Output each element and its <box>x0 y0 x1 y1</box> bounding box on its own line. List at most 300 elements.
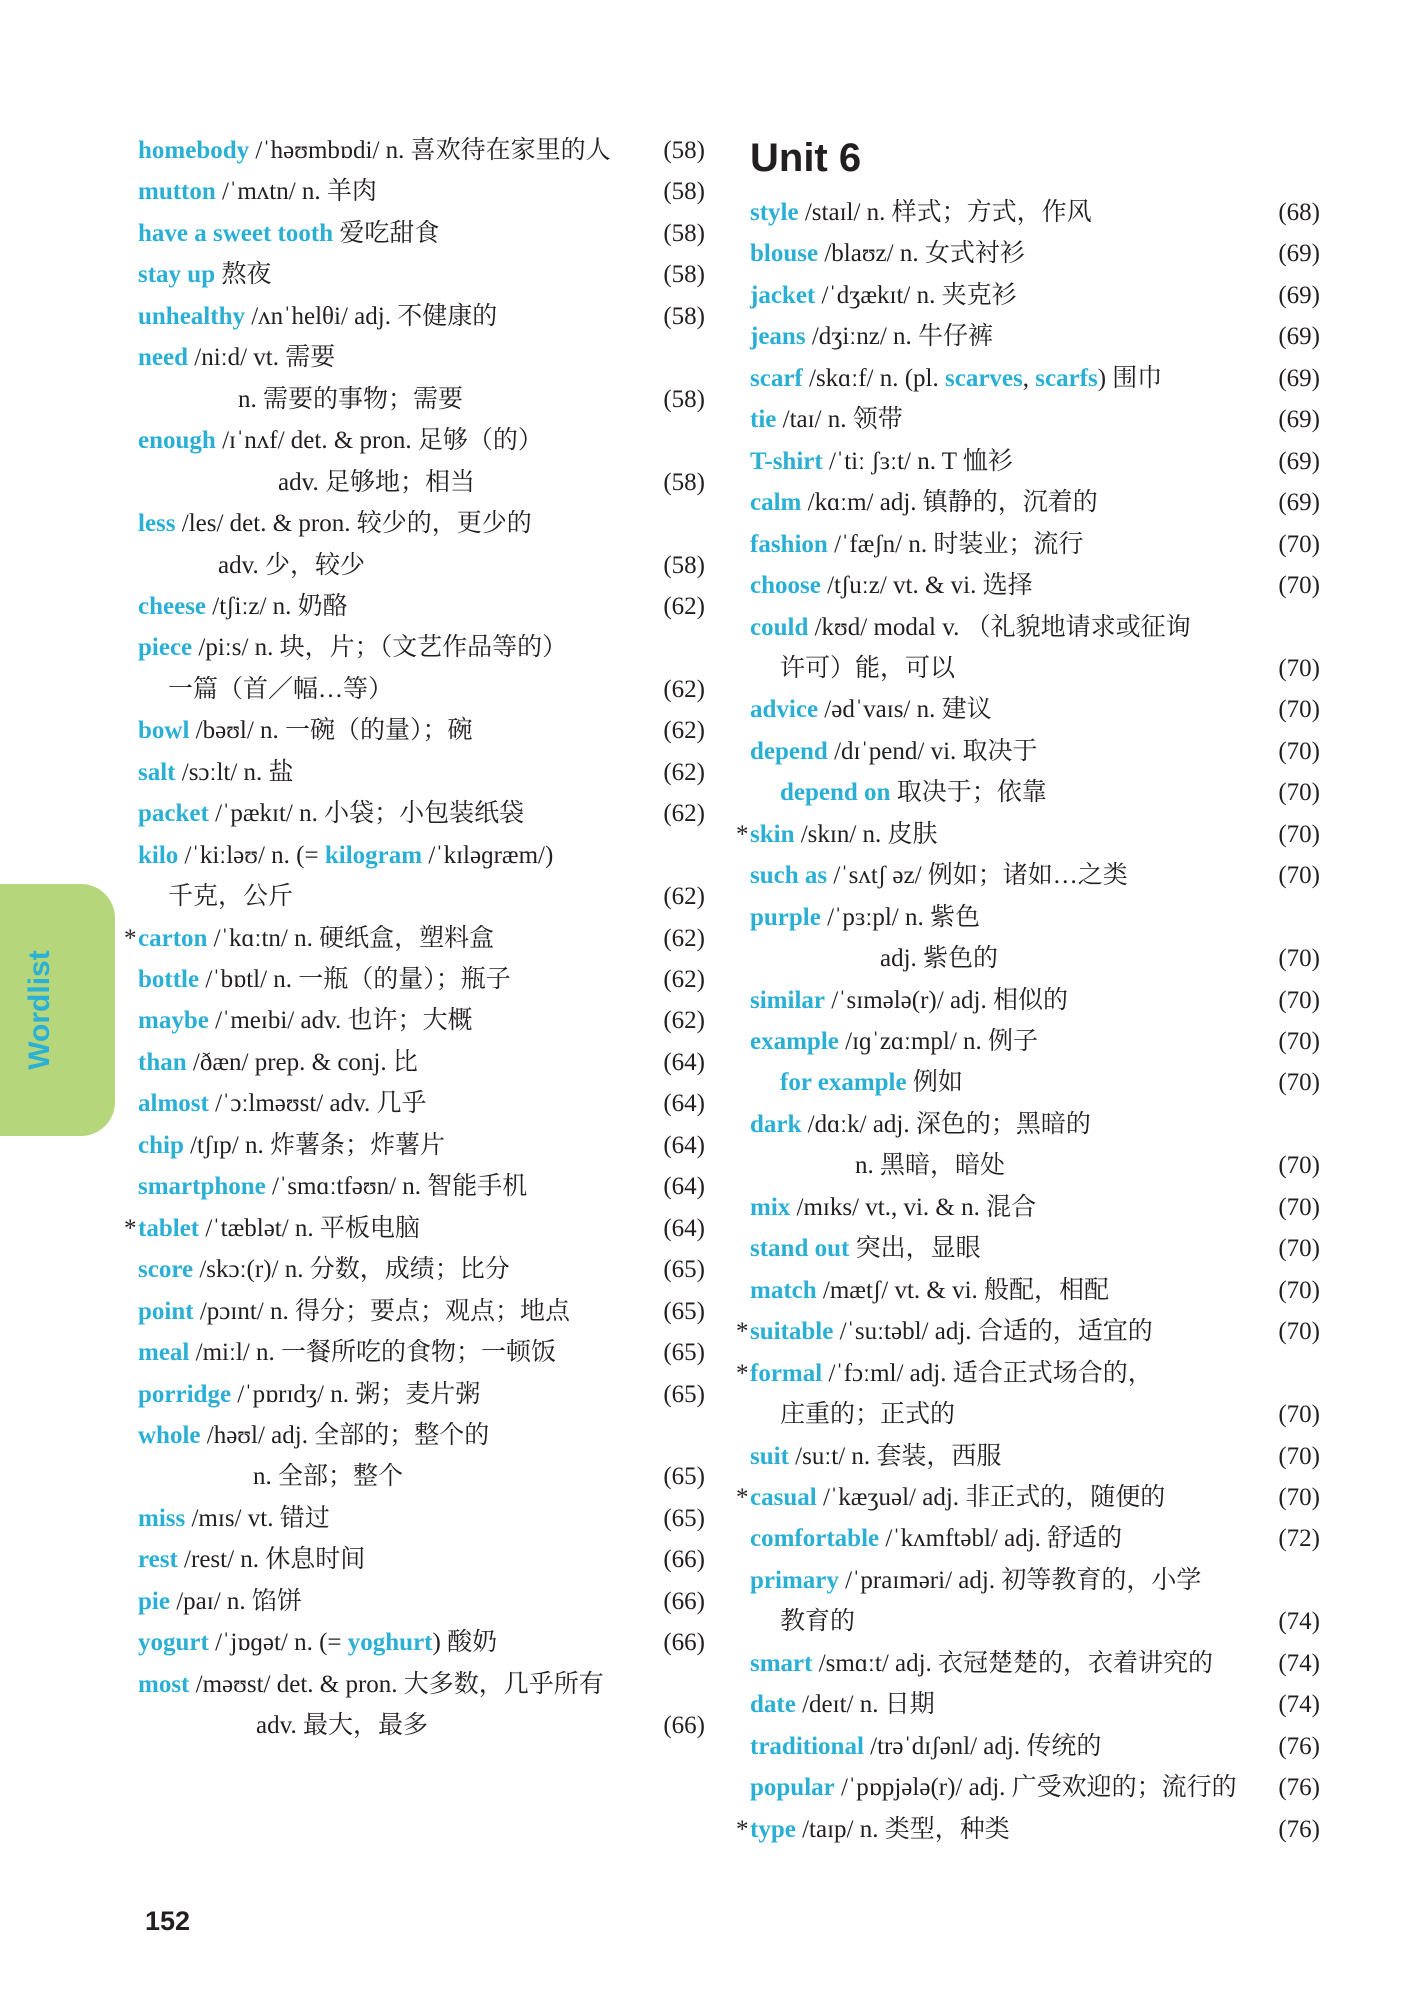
wordlist-entry <box>750 1436 1320 1477</box>
entry-page-ref: (70) <box>1278 986 1320 1014</box>
entry-headword: for example <box>780 1069 907 1097</box>
wordlist-entry <box>736 1809 1320 1850</box>
entry-headword: bowl <box>138 717 190 745</box>
wordlist-entry <box>124 918 705 959</box>
entry-page-ref: (70) <box>1278 737 1320 765</box>
wordlist-entry <box>138 1705 705 1746</box>
entry-page-ref: (74) <box>1278 1608 1320 1636</box>
entry-page-ref: (62) <box>663 758 705 786</box>
entry-definition: /ədˈvaɪs/ n. 建议 <box>818 696 992 724</box>
entry-page-ref: (58) <box>663 261 705 289</box>
entry-definition: 千克，公斤 <box>168 883 294 911</box>
wordlist-entry <box>750 1187 1320 1228</box>
entry-page-ref: (72) <box>1278 1525 1320 1553</box>
entry-page-ref: (70) <box>1278 1442 1320 1470</box>
wordlist-entry <box>750 192 1320 233</box>
entry-page-ref: (69) <box>1278 406 1320 434</box>
entry-headword: suit <box>750 1442 789 1470</box>
entry-page-ref: (62) <box>663 675 705 703</box>
entry-headword: chip <box>138 1131 184 1159</box>
entry-page-ref: (58) <box>663 137 705 164</box>
entry-headword: packet <box>138 800 209 828</box>
wordlist-entry <box>138 171 705 212</box>
entry-page-ref: (69) <box>1278 489 1320 517</box>
wordlist-entry <box>750 731 1320 772</box>
entry-definition: /dɑːk/ adj. 深色的；黑暗的 <box>801 1110 1091 1138</box>
entry-definition: /mɪks/ vt., vi. & n. 混合 <box>790 1193 1037 1221</box>
entry-definition: ) 酸奶 <box>432 1629 498 1657</box>
entry-definition: /pɔɪnt/ n. 得分；要点；观点；地点 <box>193 1297 570 1325</box>
entry-headword: T-shirt <box>750 447 823 475</box>
entry-page-ref: (62) <box>663 883 705 911</box>
entry-headword: most <box>138 1670 190 1698</box>
wordlist-entry <box>138 1456 705 1497</box>
wordlist-entry <box>138 1664 705 1705</box>
wordlist-entry <box>138 420 705 461</box>
entry-definition: /ˈfɔːml/ adj. 适合正式场合的， <box>822 1359 1153 1387</box>
entry-definition: /les/ det. & pron. 较少的，更少的 <box>175 510 532 538</box>
entry-page-ref: (70) <box>1278 779 1320 807</box>
entry-definition: /suːt/ n. 套装，西服 <box>788 1442 1002 1470</box>
wordlist-entry <box>138 1415 705 1456</box>
entry-page-ref: (74) <box>1278 1691 1320 1719</box>
entry-definition: /həʊl/ adj. 全部的；整个的 <box>200 1421 490 1449</box>
entry-page-ref: (70) <box>1278 1235 1320 1263</box>
entry-headword: have a sweet tooth <box>138 219 334 247</box>
wordlist-entry <box>138 379 705 420</box>
entry-definition: /staɪl/ n. 样式；方式，作风 <box>798 199 1092 226</box>
entry-definition: /ˈɔːlməʊst/ adv. 几乎 <box>208 1090 427 1118</box>
entry-headword: unhealthy <box>138 302 245 330</box>
entry-definition: /tʃuːz/ vt. & vi. 选择 <box>820 572 1033 600</box>
entry-definition: /ˈtiː ʃɜːt/ n. T 恤衫 <box>822 447 1013 475</box>
entry-page-ref: (69) <box>1278 240 1320 268</box>
wordlist-entry <box>138 752 705 793</box>
wordlist-entry <box>138 462 705 503</box>
entry-page-ref: (69) <box>1278 364 1320 392</box>
wordlist-entry <box>750 1767 1320 1808</box>
wordlist-entry <box>750 1601 1320 1642</box>
wordlist-entry <box>750 1062 1320 1103</box>
entry-headword: stay up <box>138 261 216 289</box>
entry-page-ref: (62) <box>663 592 705 620</box>
entry-page-ref: (58) <box>663 302 705 330</box>
unit-heading: Unit 6 <box>750 136 862 180</box>
side-section-tab <box>0 884 115 1136</box>
entry-definition: adv. 少，较少 <box>218 551 365 579</box>
wordlist-entry <box>138 1332 705 1373</box>
entry-definition: /ˈsuːtəbl/ adj. 合适的，适宜的 <box>833 1318 1153 1346</box>
entry-headword: tablet <box>138 1214 200 1242</box>
entry-headword: smart <box>750 1649 813 1677</box>
entry-headword: mix <box>750 1193 791 1221</box>
entry-star-mark: * <box>736 1483 749 1511</box>
entry-definition: /taɪ/ n. 领带 <box>776 406 903 434</box>
entry-definition: /ˈsmɑːtfəʊn/ n. 智能手机 <box>265 1173 528 1201</box>
wordlist-entry <box>750 441 1320 482</box>
entry-headword: scarf <box>750 364 803 392</box>
wordlist-entry <box>750 1270 1320 1311</box>
entry-definition: 爱吃甜食 <box>333 219 440 247</box>
entry-definition: /deɪt/ n. 日期 <box>795 1691 935 1719</box>
wordlist-entry <box>750 316 1320 357</box>
entry-headword: suitable <box>750 1318 834 1346</box>
entry-headword: piece <box>138 634 193 662</box>
wordlist-entry <box>138 254 705 295</box>
entry-headword-variant: yoghurt <box>347 1629 433 1657</box>
entry-page-ref: (76) <box>1278 1732 1320 1760</box>
entry-definition: /ɪˈnʌf/ det. & pron. 足够（的） <box>215 427 543 455</box>
entry-definition: /ˈhəʊmbɒdi/ n. 喜欢待在家里的人 <box>249 137 611 164</box>
entry-headword: enough <box>138 427 216 455</box>
wordlist-entry <box>138 1622 705 1663</box>
entry-headword: bottle <box>138 966 200 993</box>
entry-definition: n. 全部；整个 <box>253 1463 404 1491</box>
entry-definition: n. 需要的事物；需要 <box>238 385 464 413</box>
entry-definition: /dɪˈpend/ vi. 取决于 <box>827 737 1038 765</box>
entry-page-ref: (64) <box>663 1048 705 1076</box>
wordlist-entry <box>750 275 1320 316</box>
entry-definition: /ˈkɑːtn/ n. 硬纸盒，塑料盒 <box>207 924 495 952</box>
entry-definition: /tʃɪp/ n. 炸薯条；炸薯片 <box>183 1131 445 1159</box>
entry-headword: meal <box>138 1339 190 1367</box>
wordlist-entry <box>750 1560 1320 1601</box>
wordlist-entry <box>138 835 705 876</box>
entry-headword: yogurt <box>138 1629 209 1657</box>
entry-definition: /ˈdʒækɪt/ n. 夹克衫 <box>815 281 1017 309</box>
entry-page-ref: (64) <box>663 1214 705 1242</box>
entry-headword-variant: scarfs <box>1035 364 1098 392</box>
entry-page-ref: (64) <box>663 1090 705 1118</box>
entry-headword: primary <box>750 1566 839 1594</box>
entry-page-ref: (65) <box>663 1380 705 1408</box>
entry-definition: /ʌnˈhelθi/ adj. 不健康的 <box>244 302 498 330</box>
entry-page-ref: (65) <box>663 1297 705 1325</box>
entry-headword: stand out <box>750 1235 850 1263</box>
entry-headword-variant: scarves <box>945 364 1023 392</box>
wordlist-entry <box>750 855 1320 896</box>
entry-definition: /ˈsʌtʃ əz/ 例如；诸如…之类 <box>827 862 1128 890</box>
entry-headword: need <box>138 344 188 372</box>
wordlist-entry <box>750 1228 1320 1269</box>
entry-definition: /skɪn/ n. 皮肤 <box>794 820 938 848</box>
entry-page-ref: (65) <box>663 1463 705 1491</box>
wordlist-entry <box>736 1477 1320 1518</box>
wordlist-entry <box>736 814 1320 855</box>
wordlist-entry <box>750 980 1320 1021</box>
wordlist-entry <box>138 296 705 337</box>
entry-headword: advice <box>750 696 819 724</box>
entry-definition: /mætʃ/ vt. & vi. 般配，相配 <box>816 1276 1110 1304</box>
entry-page-ref: (66) <box>663 1587 705 1615</box>
wordlist-entry <box>138 213 705 254</box>
entry-page-ref: (65) <box>663 1256 705 1284</box>
entry-page-ref: (62) <box>663 924 705 952</box>
entry-headword: jeans <box>750 323 806 351</box>
wordlist-entry <box>750 358 1320 399</box>
wordlist-entry <box>138 130 705 171</box>
entry-definition: /blaʊz/ n. 女式衬衫 <box>818 240 1025 268</box>
entry-headword: carton <box>138 924 208 952</box>
entry-definition: 例如 <box>906 1069 963 1097</box>
entry-definition: /tʃiːz/ n. 奶酪 <box>206 592 348 620</box>
wordlist-entry <box>736 1353 1320 1394</box>
entry-page-ref: (76) <box>1278 1774 1320 1802</box>
entry-definition: /miːl/ n. 一餐所吃的食物；一顿饭 <box>189 1339 557 1367</box>
page-number: 152 <box>145 1906 191 1936</box>
entry-page-ref: (66) <box>663 1712 705 1740</box>
entry-definition: /mɪs/ vt. 错过 <box>185 1504 330 1532</box>
entry-page-ref: (70) <box>1278 530 1320 558</box>
entry-definition: /paɪ/ n. 馅饼 <box>169 1587 302 1615</box>
entry-definition: /ˈkæʒuəl/ adj. 非正式的，随便的 <box>816 1483 1166 1511</box>
entry-definition: /piːs/ n. 块，片；（文艺作品等的） <box>192 634 568 662</box>
entry-definition: adv. 足够地；相当 <box>278 468 475 496</box>
entry-page-ref: (70) <box>1278 1483 1320 1511</box>
wordlist-entry <box>138 1374 705 1415</box>
entry-definition: , <box>1022 364 1036 392</box>
entry-page-ref: (66) <box>663 1546 705 1574</box>
entry-definition: /kɑːm/ adj. 镇静的，沉着的 <box>801 489 1098 517</box>
entry-headword: dark <box>750 1110 802 1138</box>
entry-headword: jacket <box>750 281 816 309</box>
entry-page-ref: (76) <box>1278 1815 1320 1843</box>
entry-headword: type <box>750 1815 796 1843</box>
entry-headword: such as <box>750 862 828 890</box>
entry-headword: blouse <box>750 240 819 268</box>
entry-page-ref: (70) <box>1278 1152 1320 1180</box>
entry-star-mark: * <box>736 1359 749 1387</box>
entry-headword: depend <box>750 737 828 765</box>
entry-page-ref: (70) <box>1278 1276 1320 1304</box>
entry-star-mark: * <box>736 1318 749 1346</box>
entry-definition: /niːd/ vt. 需要 <box>188 344 336 372</box>
wordlist-entry <box>138 586 705 627</box>
wordlist-entry <box>138 1291 705 1332</box>
entry-headword: popular <box>750 1774 835 1802</box>
wordlist-entry <box>138 337 705 378</box>
wordlist-entry <box>750 1518 1320 1559</box>
entry-definition: /ˈjɒɡət/ n. (= <box>208 1629 348 1657</box>
entry-headword: similar <box>750 986 825 1014</box>
entry-definition: /skɔː(r)/ n. 分数，成绩；比分 <box>193 1256 510 1284</box>
entry-headword: date <box>750 1691 796 1719</box>
entry-star-mark: * <box>736 820 749 848</box>
entry-definition: /ðæn/ prep. & conj. 比 <box>186 1048 418 1076</box>
entry-definition: 熬夜 <box>215 261 272 289</box>
entry-page-ref: (70) <box>1278 1401 1320 1429</box>
entry-definition: 庄重的；正式的 <box>780 1401 956 1429</box>
wordlist-entry <box>124 1208 705 1249</box>
entry-headword: skin <box>750 820 795 848</box>
entry-headword: than <box>138 1048 187 1076</box>
entry-headword: comfortable <box>750 1525 880 1553</box>
entry-headword: homebody <box>138 137 250 164</box>
wordlist-entry <box>138 1000 705 1041</box>
wordlist-entry <box>750 648 1320 689</box>
entry-page-ref: (68) <box>1278 199 1320 226</box>
entry-page-ref: (70) <box>1278 862 1320 890</box>
entry-definition: ) 围巾 <box>1097 364 1163 392</box>
wordlist-entry <box>138 627 705 668</box>
entry-headword: kilo <box>138 841 179 869</box>
entry-definition: 取决于；依靠 <box>890 779 1047 807</box>
entry-headword: miss <box>138 1504 186 1532</box>
entry-definition: /rest/ n. 休息时间 <box>177 1546 366 1574</box>
entry-page-ref: (58) <box>663 178 705 206</box>
entry-headword: salt <box>138 758 176 786</box>
entry-headword: calm <box>750 489 802 517</box>
entry-page-ref: (62) <box>663 1007 705 1035</box>
wordlist-entry <box>750 1104 1320 1145</box>
entry-headword: depend on <box>780 779 891 807</box>
wordlist-entry <box>138 669 705 710</box>
entry-page-ref: (62) <box>663 717 705 745</box>
entry-definition: /ˈfæʃn/ n. 时装业；流行 <box>827 530 1084 558</box>
entry-headword: cheese <box>138 592 207 620</box>
entry-page-ref: (69) <box>1278 447 1320 475</box>
entry-page-ref: (69) <box>1278 281 1320 309</box>
entry-page-ref: (70) <box>1278 1028 1320 1055</box>
entry-headword: maybe <box>138 1007 209 1035</box>
entry-definition: /məʊst/ det. & pron. 大多数，几乎所有 <box>189 1670 604 1698</box>
wordlist-entry <box>138 876 705 917</box>
entry-definition: /taɪp/ n. 类型，种类 <box>795 1815 1010 1843</box>
wordlist-entry <box>750 1394 1320 1435</box>
entry-headword: fashion <box>750 530 828 558</box>
entry-definition: /ɪɡˈzɑːmpl/ n. 例子 <box>838 1028 1039 1055</box>
entry-definition: /ˈpɜːpl/ n. 紫色 <box>820 903 980 931</box>
wordlist-entry <box>138 959 705 1000</box>
entry-headword: choose <box>750 572 821 600</box>
wordlist-entry <box>750 482 1320 523</box>
entry-headword: match <box>750 1276 817 1304</box>
entry-headword-variant: kilogram <box>324 841 423 869</box>
wordlist-entry <box>138 710 705 751</box>
entry-definition: adj. 紫色的 <box>880 945 999 973</box>
entry-page-ref: (64) <box>663 1173 705 1201</box>
wordlist-entry <box>138 1249 705 1290</box>
entry-definition: 教育的 <box>780 1608 856 1636</box>
wordlist-entry <box>138 793 705 834</box>
side-tab-label: Wordlist <box>23 950 56 1070</box>
wordlist-entry <box>138 1539 705 1580</box>
wordlist-entry <box>750 1684 1320 1725</box>
entry-definition: /ˈpɒpjələ(r)/ adj. 广受欢迎的；流行的 <box>834 1774 1237 1802</box>
wordlist-entry <box>138 1083 705 1124</box>
entry-page-ref: (70) <box>1278 1318 1320 1346</box>
wordlist-entry <box>750 524 1320 565</box>
wordlist-entry <box>138 545 705 586</box>
wordlist-entry <box>750 565 1320 606</box>
entry-definition: /ˈpraɪməri/ adj. 初等教育的，小学 <box>838 1566 1202 1594</box>
wordlist-entry <box>138 1042 705 1083</box>
wordlist-entry <box>750 1726 1320 1767</box>
entry-headword: whole <box>138 1421 201 1449</box>
entry-page-ref: (62) <box>663 800 705 828</box>
entry-definition: /ˈpɒrɪdʒ/ n. 粥；麦片粥 <box>231 1380 481 1408</box>
entry-page-ref: (66) <box>663 1629 705 1657</box>
wordlist-entry <box>750 1145 1320 1186</box>
entry-headword: smartphone <box>138 1173 266 1201</box>
entry-page-ref: (70) <box>1278 820 1320 848</box>
entry-headword: formal <box>750 1359 823 1387</box>
entry-definition: /smɑːt/ adj. 衣冠楚楚的，衣着讲究的 <box>812 1649 1214 1677</box>
entry-page-ref: (58) <box>663 551 705 579</box>
wordlist-entry <box>138 1581 705 1622</box>
entry-definition: 突出，显眼 <box>849 1235 981 1263</box>
wordlist-entry <box>138 503 705 544</box>
entry-page-ref: (62) <box>663 966 705 993</box>
wordlist-entry <box>138 1498 705 1539</box>
entry-page-ref: (58) <box>663 219 705 247</box>
wordlist-entry <box>736 1311 1320 1352</box>
entry-headword: almost <box>138 1090 209 1118</box>
entry-headword: porridge <box>138 1380 232 1408</box>
entry-headword: score <box>138 1256 194 1284</box>
entry-page-ref: (70) <box>1278 1193 1320 1221</box>
entry-page-ref: (70) <box>1278 1069 1320 1097</box>
entry-page-ref: (64) <box>663 1131 705 1159</box>
entry-definition: 一篇（首／幅…等） <box>168 675 394 703</box>
wordlist-entry <box>750 607 1320 648</box>
wordlist-entry <box>750 897 1320 938</box>
entry-definition: /bəʊl/ n. 一碗（的量）；碗 <box>189 717 473 745</box>
entry-headword: traditional <box>750 1732 864 1760</box>
entry-page-ref: (58) <box>663 385 705 413</box>
entry-star-mark: * <box>124 924 137 952</box>
entry-star-mark: * <box>124 1214 137 1242</box>
entry-definition: /trəˈdɪʃənl/ adj. 传统的 <box>863 1732 1102 1760</box>
entry-page-ref: (58) <box>663 468 705 496</box>
entry-page-ref: (70) <box>1278 572 1320 600</box>
entry-headword: could <box>750 613 809 641</box>
entry-headword: tie <box>750 406 777 434</box>
entry-headword: mutton <box>138 178 216 206</box>
entry-definition: /ˈkɪləɡræm/) <box>422 841 554 869</box>
entry-definition: /ˈsɪmələ(r)/ adj. 相似的 <box>825 986 1068 1014</box>
wordlist-entry <box>750 689 1320 730</box>
wordlist-entry <box>750 399 1320 440</box>
entry-star-mark: * <box>736 1815 749 1843</box>
entry-headword: purple <box>750 903 821 931</box>
entry-headword: pie <box>138 1587 170 1615</box>
wordlist-entry <box>750 1021 1320 1062</box>
entry-definition: n. 黑暗，暗处 <box>855 1152 1006 1180</box>
entry-definition: /dʒiːnz/ n. 牛仔裤 <box>805 323 994 351</box>
entry-definition: /ˈtæblət/ n. 平板电脑 <box>199 1214 420 1242</box>
entry-page-ref: (70) <box>1278 696 1320 724</box>
entry-definition: /ˈmʌtn/ n. 羊肉 <box>215 178 377 206</box>
entry-definition: /kʊd/ modal v. （礼貌地请求或征询 <box>808 613 1191 641</box>
wordlist-entry <box>750 233 1320 274</box>
wordlist-entry <box>138 1166 705 1207</box>
entry-page-ref: (74) <box>1278 1649 1320 1677</box>
entry-page-ref: (70) <box>1278 654 1320 682</box>
entry-page-ref: (65) <box>663 1504 705 1532</box>
entry-headword: casual <box>750 1483 817 1511</box>
entry-page-ref: (70) <box>1278 945 1320 973</box>
entry-headword: style <box>750 199 799 226</box>
wordlist-entry <box>750 1643 1320 1684</box>
entry-definition: adv. 最大，最多 <box>256 1712 428 1740</box>
wordlist-entry <box>750 772 1320 813</box>
entry-definition: /ˈkʌmftəbl/ adj. 舒适的 <box>879 1525 1123 1553</box>
entry-definition: /skɑːf/ n. (pl. <box>802 364 945 392</box>
wordlist-entry <box>138 1125 705 1166</box>
entry-definition: /sɔːlt/ n. 盐 <box>175 758 294 786</box>
entry-definition: 许可）能，可以 <box>780 654 956 682</box>
